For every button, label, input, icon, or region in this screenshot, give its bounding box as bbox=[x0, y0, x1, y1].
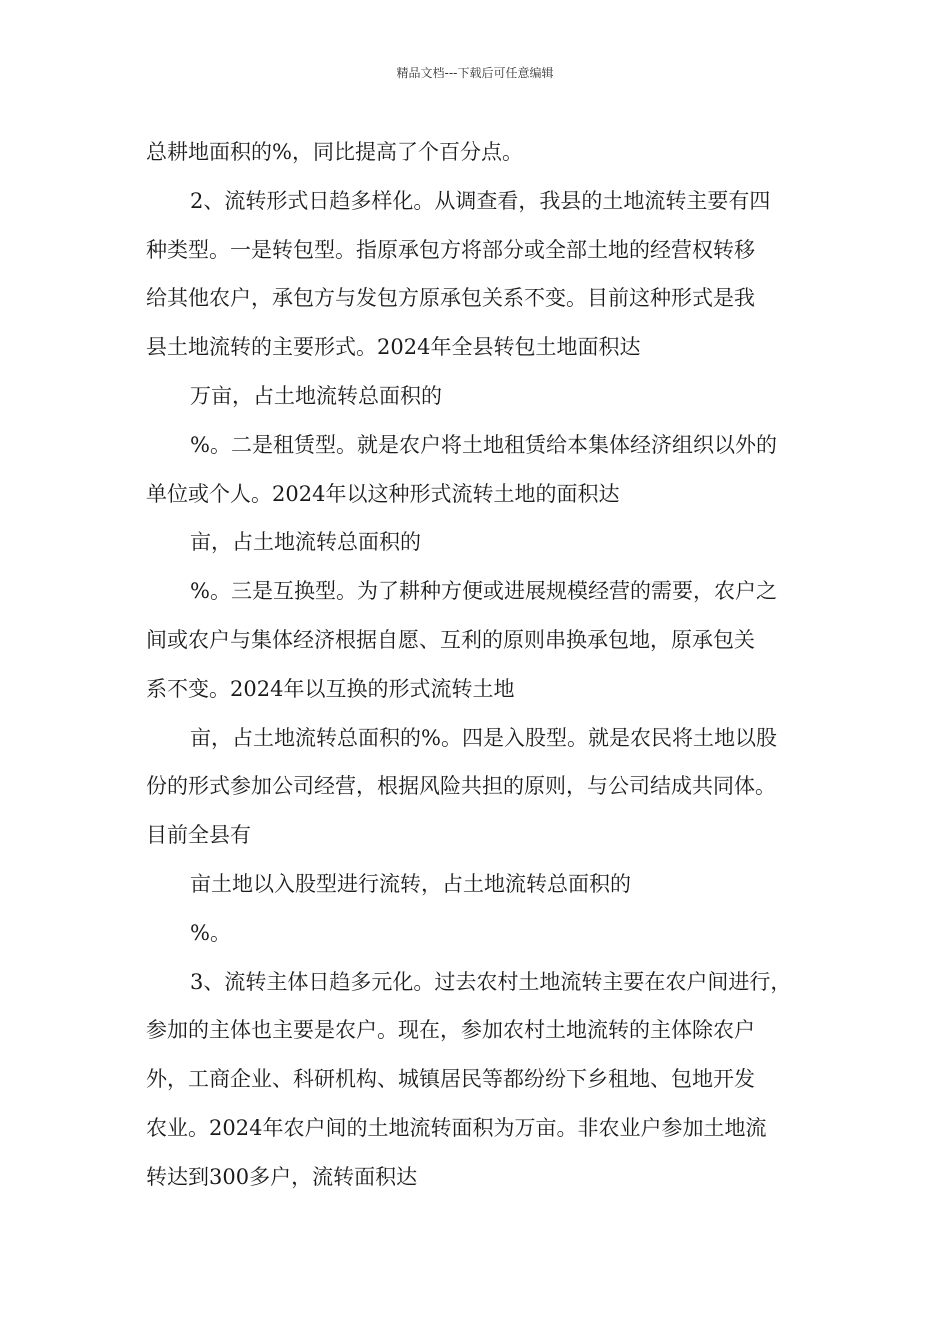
text-line: 间或农户与集体经济根据自愿、互利的原则串换承包地，原承包关 bbox=[146, 627, 755, 652]
text-line: 种类型。一是转包型。指原承包方将部分或全部土地的经营权转移 bbox=[146, 237, 755, 262]
text-line: 份的形式参加公司经营，根据风险共担的原则，与公司结成共同体。 bbox=[146, 774, 776, 799]
text-line: 参加的主体也主要是农户。现在，参加农村土地流转的主体除农户 bbox=[146, 1018, 755, 1043]
text-line: 总耕地面积的%，同比提高了个百分点。 bbox=[146, 140, 523, 164]
text-line: 给其他农户，承包方与发包方原承包关系不变。目前这种形式是我 bbox=[146, 286, 755, 311]
page-header: 精品文档---下载后可任意编辑 bbox=[396, 66, 554, 80]
text-line: 单位或个人。2024年以这种形式流转土地的面积达 bbox=[146, 481, 620, 506]
text-line: 转达到300多户，流转面积达 bbox=[146, 1164, 418, 1189]
text-line: 亩，占土地流转总面积的%。四是入股型。就是农民将土地以股 bbox=[190, 725, 777, 750]
text-line: %。 bbox=[190, 920, 231, 945]
text-line: %。三是互换型。为了耕种方便或进展规模经营的需要，农户之 bbox=[190, 579, 777, 604]
text-line: 外，工商企业、科研机构、城镇居民等都纷纷下乡租地、包地开发 bbox=[146, 1067, 755, 1092]
text-line: 农业。2024年农户间的土地流转面积为万亩。非农业户参加土地流 bbox=[146, 1115, 767, 1140]
text-line: 亩土地以入股型进行流转，占土地流转总面积的 bbox=[190, 871, 631, 896]
text-line: 万亩，占土地流转总面积的 bbox=[190, 383, 442, 408]
text-line: %。二是租赁型。就是农户将土地租赁给本集体经济组织以外的 bbox=[190, 432, 777, 457]
document-body bbox=[146, 128, 816, 1202]
text-line: 2、流转形式日趋多样化。从调查看，我县的土地流转主要有四 bbox=[190, 188, 771, 213]
text-line: 亩，占土地流转总面积的 bbox=[190, 530, 421, 555]
text-line: 系不变。2024年以互换的形式流转土地 bbox=[146, 676, 515, 701]
text-line: 目前全县有 bbox=[146, 823, 251, 848]
text-line: 县土地流转的主要形式。2024年全县转包土地面积达 bbox=[146, 335, 641, 360]
text-line: 3、流转主体日趋多元化。过去农村土地流转主要在农户间进行， bbox=[190, 969, 792, 994]
